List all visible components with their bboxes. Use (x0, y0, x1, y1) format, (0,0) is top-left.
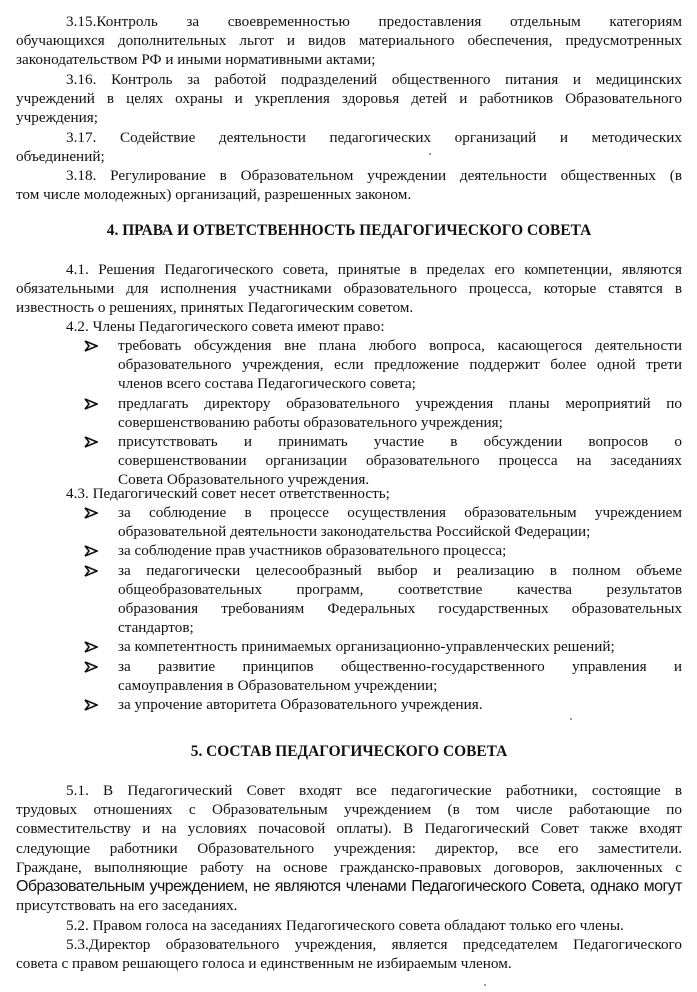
responsibilities-list (84, 503, 682, 714)
text-line: за упрочение авторитета Образовательного учреждения. (118, 696, 483, 714)
list-item (84, 637, 682, 656)
list-item (84, 561, 682, 638)
list-item (84, 695, 682, 714)
arrowhead-bullet-icon (84, 507, 98, 519)
list-item (84, 336, 682, 394)
paragraph-4-2: 4.2. Члены Педагогического совета имеют право: (66, 318, 385, 335)
text-line: за развитие принципов общественно-государственного управления и (118, 657, 682, 675)
text-line: самоуправления в Образовательном учреждении; (118, 676, 438, 694)
text-line: за компетентность принимаемых организационно-управленческих решений; (118, 638, 615, 656)
text-line: учреждения; (16, 109, 98, 127)
arrowhead-bullet-icon (84, 699, 98, 711)
scan-speck (484, 984, 486, 986)
text-line: том числе молодежных) организаций, разрешенных законом. (16, 186, 412, 204)
text-line: требовать обсуждения вне плана любого вопроса, касающегося деятельности (118, 337, 682, 354)
text-line: стандартов; (118, 619, 194, 637)
scan-speck (429, 153, 431, 155)
paragraph-3-17 (16, 128, 682, 166)
list-item (84, 432, 682, 490)
text-line: присутствовать и принимать участие в обсуждении вопросов о (118, 433, 682, 451)
text-line: за педагогически целесообразный выбор и реализацию в полном объеме (118, 561, 682, 579)
text-line: 3.17. Содействие деятельности педагогических организаций и методических (66, 129, 682, 146)
text-line: объединений; (16, 148, 105, 166)
text-line: трудовых отношениях с Образовательным учреждением (в том числе работающие по (16, 801, 682, 819)
paragraph-5-1 (16, 781, 682, 915)
scan-speck (570, 718, 572, 720)
text-line: известность о решениях, принятых Педагогическим советом. (16, 299, 414, 317)
text-line: учреждений в целях охраны и укрепления здоровья детей и работников Образовательного (16, 90, 682, 108)
text-line: общеобразовательных программ, соответствие качества результатов (118, 580, 682, 598)
text-line: 3.15.Контроль за своевременностью предоставления отдельным категориям (66, 13, 682, 30)
rights-list (84, 336, 682, 490)
text-line: законодательством РФ и иными нормативными актами; (16, 51, 376, 69)
text-line: обязательными для исполнения участниками образовательного процесса, которые ставятся в (16, 280, 682, 298)
text-line: обучающихся дополнительных льгот и видов материального обеспечения, предусмотренных (16, 32, 682, 50)
text-line: 5.3.Директор образовательного учреждения, является председателем Педагогического (66, 936, 682, 953)
section-5-heading: 5. СОСТАВ ПЕДАГОГИЧЕСКОГО СОВЕТА (190, 743, 508, 760)
paragraph-3-15 (16, 12, 682, 70)
text-line: образовательного учреждения, если предложение поддержит более одной трети (118, 356, 682, 374)
text-line: 3.16. Контроль за работой подразделений общественного питания и медицинских (66, 71, 682, 88)
text-line: Совета Образовательного учреждения. (118, 471, 370, 489)
text-line: совместительству и на условиях почасовой оплаты). В Педагогический Совет также входят (16, 820, 682, 838)
text-line: присутствовать на его заседаниях. (16, 897, 238, 915)
arrowhead-bullet-icon (84, 436, 98, 448)
text-line: совета с правом решающего голоса и единственным не избираемым членом. (16, 955, 512, 973)
section-4-heading: 4. ПРАВА И ОТВЕТСТВЕННОСТЬ ПЕДАГОГИЧЕСКОГО СОВЕТА (106, 222, 592, 239)
text-line: следующие работники Образовательного учреждения: директор, все его заместители. (16, 839, 682, 857)
list-item (84, 657, 682, 695)
paragraph-5-2: 5.2. Правом голоса на заседаниях Педагогического совета обладают только его члены. (66, 917, 624, 934)
text-line: Образовательным учреждением, не являются членами Педагогического Совета, однако могут (16, 878, 682, 896)
list-item (84, 394, 682, 432)
paragraph-3-18 (16, 166, 682, 204)
text-line: образования требованиям Федеральных государственных образовательных (118, 600, 682, 618)
text-line: совершенствованию работы образовательного учреждения; (118, 413, 503, 431)
text-line: за соблюдение в процессе осуществления образовательным учреждением (118, 504, 682, 521)
text-line: 3.18. Регулирование в Образовательном учреждении деятельности общественных (в (66, 167, 682, 184)
text-line: Граждане, выполняющие работу на основе гражданско-правовых договоров, заключенных с (16, 858, 682, 876)
arrowhead-bullet-icon (84, 398, 98, 410)
text-line: 5.1. В Педагогический Совет входят все педагогические работники, состоящие в (66, 782, 682, 799)
text-line: за соблюдение прав участников образовательного процесса; (118, 542, 507, 560)
list-item (84, 541, 682, 560)
paragraph-3-16 (16, 70, 682, 128)
text-line: совершенствовании организации образовательного процесса на заседаниях (118, 452, 682, 470)
arrowhead-bullet-icon (84, 641, 98, 653)
text-line: образовательной деятельности законодательства Российской Федерации; (118, 523, 591, 541)
arrowhead-bullet-icon (84, 565, 98, 577)
text-line: 4.1. Решения Педагогического совета, принятые в пределах его компетенции, являются (66, 261, 682, 278)
paragraph-5-3 (16, 935, 682, 973)
arrowhead-bullet-icon (84, 545, 98, 557)
arrowhead-bullet-icon (84, 340, 98, 352)
text-line: предлагать директору образовательного учреждения планы мероприятий по (118, 394, 682, 412)
paragraph-4-3: 4.3. Педагогический совет несет ответственность; (66, 485, 390, 502)
arrowhead-bullet-icon (84, 661, 98, 673)
text-line: членов всего состава Педагогического совета; (118, 375, 416, 393)
list-item (84, 503, 682, 541)
paragraph-4-1 (16, 260, 682, 318)
